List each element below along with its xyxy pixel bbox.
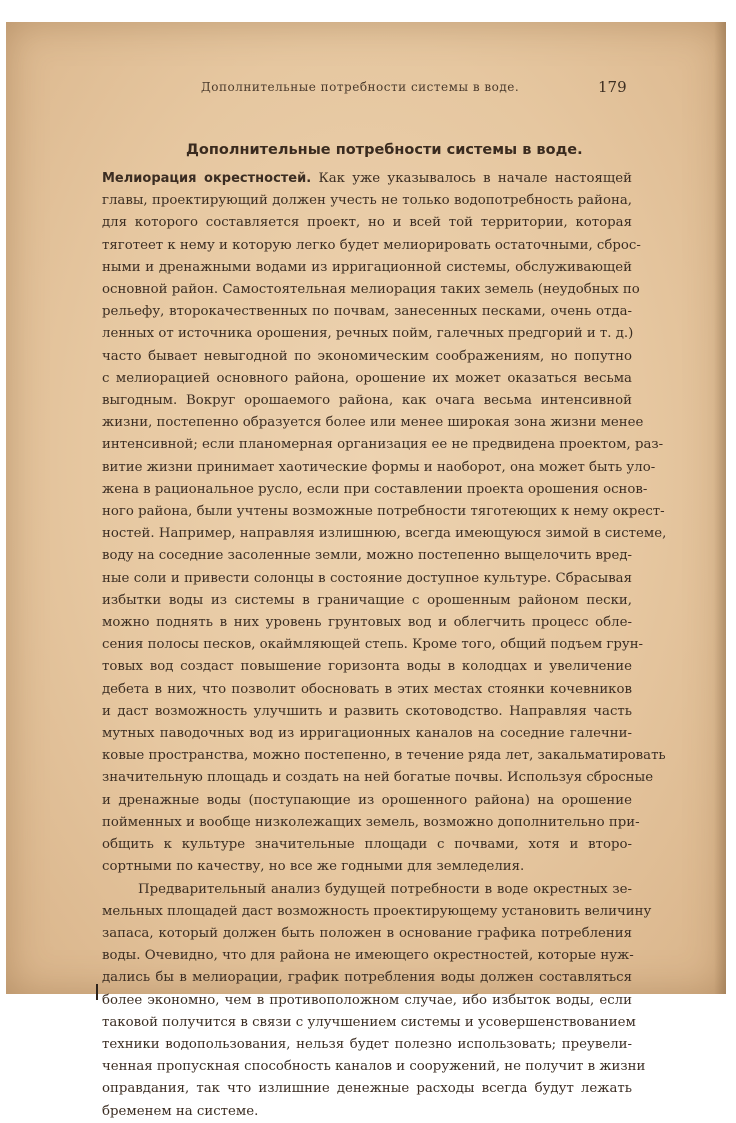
text-line: витие жизни принимает хаотические формы и наоборот, она может быть уло- [102, 459, 656, 475]
lead-in-heading: Мелиорация окрестностей. [102, 171, 312, 186]
text-line: сортными по качеству, но все же годными для земледелия. [102, 859, 525, 875]
text-line: запаса, который должен быть положен в основание графика потребления [102, 925, 632, 941]
text-line-content: Как уже указывалось в начале настоящей [311, 171, 633, 186]
text-line: избытки воды из системы в граничащие с орошенным районом пески, [102, 592, 632, 608]
text-line: ными и дренажными водами из ирригационной системы, обслуживающей [102, 259, 632, 275]
text-line: ного района, были учтены возможные потребности тяготеющих к нему окрест- [102, 504, 665, 520]
text-line: бременем на системе. [102, 1103, 259, 1119]
text-line: интенсивной; если планомерная организация ее не предвидена проектом, раз- [102, 437, 664, 453]
text-line: для которого составляется проект, но и всей той территории, которая [102, 215, 632, 231]
text-line: оправдания, так что излишние денежные расходы всегда будут лежать [102, 1081, 632, 1097]
text-line: таковой получится в связи с улучшением системы и усовершенствованием [102, 1014, 636, 1030]
paragraph-1 [102, 168, 667, 879]
text-line: можно поднять в них уровень грунтовых вод и облегчить процесс обле- [102, 615, 632, 631]
text-line: ченная пропускная способность каналов и сооружений, не получит в жизни [102, 1059, 646, 1075]
text-line: и дренажные воды (поступающие из орошенного района) на орошение [102, 792, 632, 808]
text-line: воду на соседние засоленные земли, можно постепенно выщелочить вред- [102, 548, 632, 564]
text-line: мутных паводочных вод из ирригационных каналов на соседние галечни- [102, 726, 632, 742]
book-page [6, 22, 726, 1119]
text-line: тяготеет к нему и которую легко будет мелиорировать остаточными, сброс- [102, 237, 641, 253]
text-line [102, 168, 632, 190]
text-line: главы, проектирующий должен учесть не только водопотребность района, [102, 193, 632, 209]
text-line: значительную площадь и создать на ней богатые почвы. Используя сбросные [102, 770, 654, 786]
text-line: ностей. Например, направляя излишнюю, всегда имеющуюся зимой в системе, [102, 526, 667, 542]
page-edge-shadow [714, 22, 726, 994]
text-line: общить к культуре значительные площади с почвами, хотя и второ- [102, 837, 632, 853]
text-line: ные соли и привести солонцы в состояние доступное культуре. Сбрасывая [102, 570, 632, 586]
text-line: дебета в них, что позволит обосновать в этих местах стоянки кочевников [102, 681, 632, 697]
text-line: с мелиорацией основного района, орошение их может оказаться весьма [102, 370, 632, 386]
text-line: сения полосы песков, окаймляющей степь. Кроме того, общий подъем грун- [102, 637, 644, 653]
page-number: 179 [598, 78, 627, 96]
text-line: воды. Очевидно, что для района не имеющего окрестностей, которые нуж- [102, 948, 634, 964]
section-title: Дополнительные потребности системы в воде. [186, 142, 583, 158]
text-line: товых вод создаст повышение горизонта воды в колодцах и увеличение [102, 659, 632, 675]
text-line: Предварительный анализ будущей потребности в воде окрестных зе- [138, 881, 632, 897]
text-line: и даст возможность улучшить и развить скотоводство. Направляя часть [102, 703, 632, 719]
paragraph-2 [102, 879, 652, 1123]
text-line: более экономно, чем в противоположном случае, ибо избыток воды, если [102, 992, 632, 1008]
running-header: Дополнительные потребности системы в воде. [201, 80, 520, 94]
text-line: ковые пространства, можно постепенно, в течение ряда лет, закальматировать [102, 748, 666, 764]
text-line: мельных площадей даст возможность проектирующему установить величину [102, 903, 652, 919]
text-line: жена в рациональное русло, если при составлении проекта орошения основ- [102, 481, 648, 497]
text-line: часто бывает невыгодной по экономическим соображениям, но попутно [102, 348, 632, 364]
margin-mark [96, 984, 98, 1000]
text-line: выгодным. Вокруг орошаемого района, как очага весьма интенсивной [102, 393, 632, 409]
text-line: дались бы в мелиорации, график потребления воды должен составляться [102, 970, 632, 986]
text-line: рельефу, второкачественных по почвам, занесенных песками, очень отда- [102, 304, 632, 320]
text-line: пойменных и вообще низколежащих земель, возможно дополнительно при- [102, 814, 640, 830]
text-line: техники водопользования, нельзя будет полезно использовать; преувели- [102, 1036, 632, 1052]
text-line: основной район. Самостоятельная мелиорация таких земель (неудобных по [102, 282, 640, 298]
body-text [102, 168, 667, 1123]
text-line: ленных от источника орошения, речных пойм, галечных предгорий и т. д.) [102, 326, 634, 342]
text-line: жизни, постепенно образуется более или менее широкая зона жизни менее [102, 415, 644, 431]
